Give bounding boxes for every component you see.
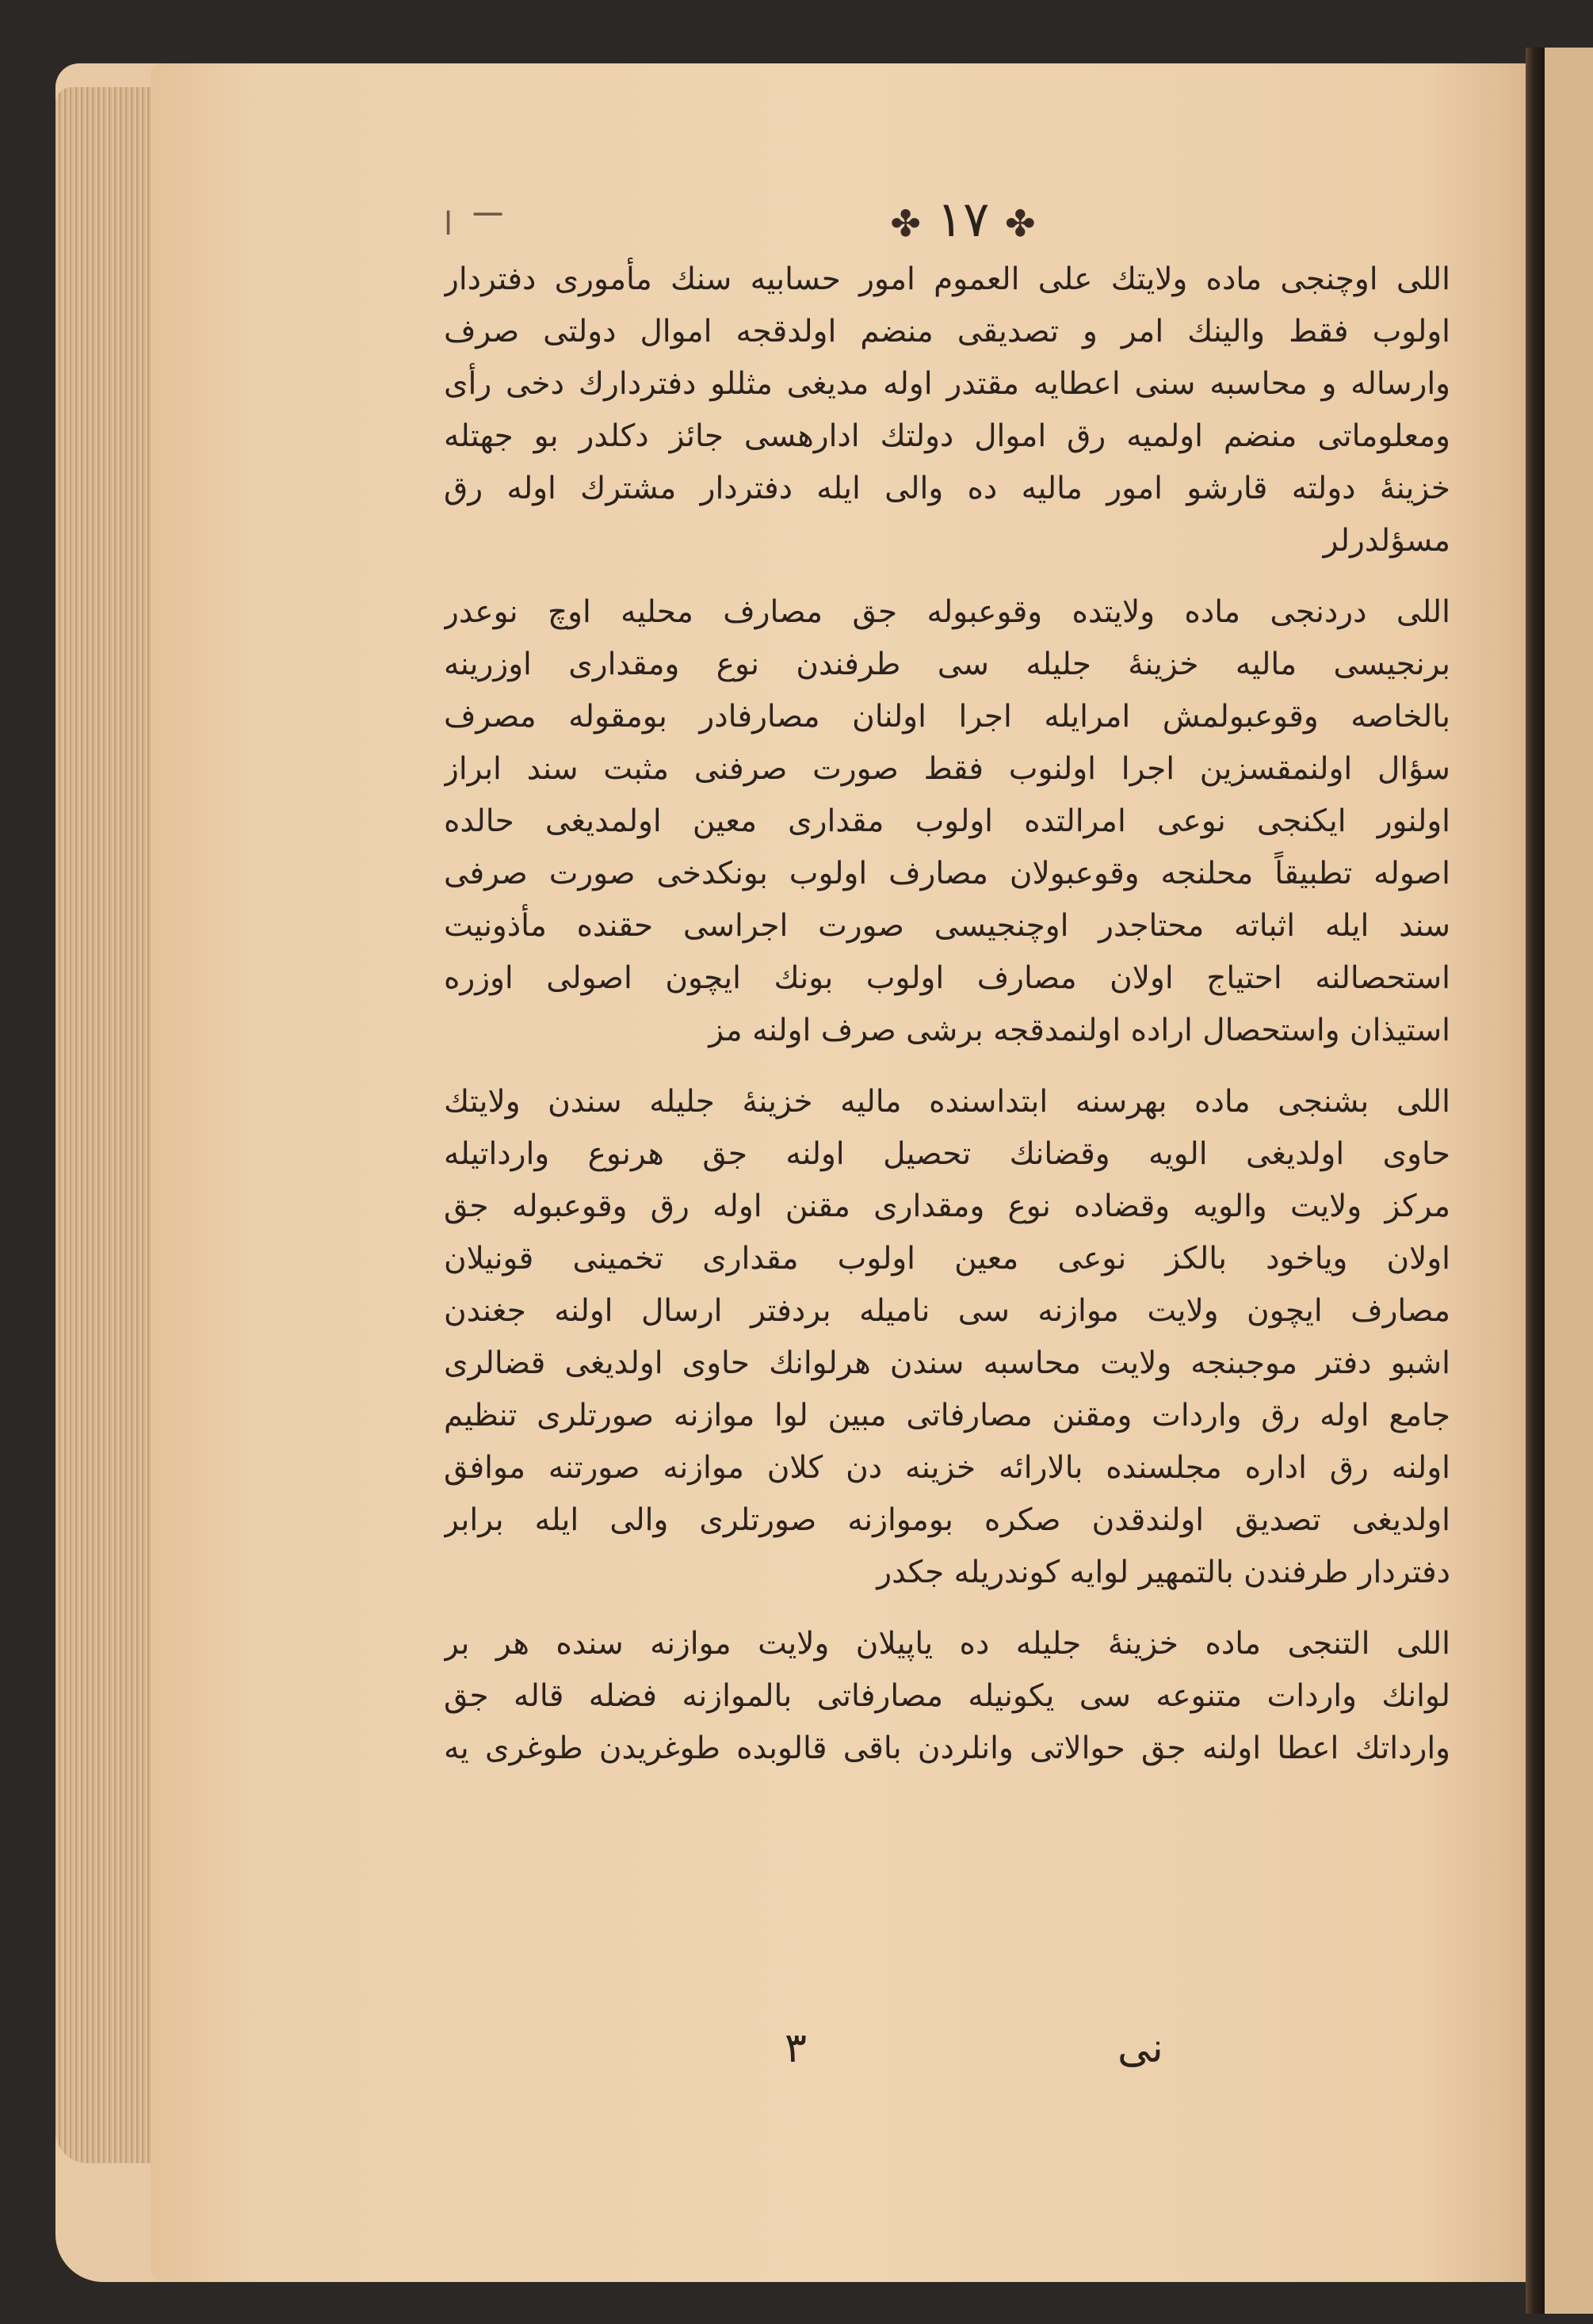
article-53 (444, 254, 1450, 567)
page-number (860, 190, 1066, 254)
body-text (444, 254, 1450, 1794)
book-gutter (1526, 48, 1545, 2314)
text-line: اولنه رق اداره مجلسنده بالارائه خزینه دن کلان موازنه صورتنه موافق (444, 1450, 1450, 1486)
text-line: اللی التنجی ماده خزینهٔ جلیله ده یاپیلان ولایت موازنه سنده هر بر (444, 1626, 1450, 1662)
article-56 (444, 1618, 1450, 1775)
text-line: سؤال اولنمقسزین اجرا اولنوب فقط صورت صرفنی مثبت سند ابراز (444, 751, 1450, 787)
text-line: وارداتك اعطا اولنه جق حوالاتی وانلردن باقی قالوبده طوغریدن طوغری یه (444, 1731, 1450, 1766)
text-line: ومعلوماتی منضم اولمیه رق اموال دولتك ادارهسی جائز دکلدر بو جهتله (444, 418, 1450, 454)
text-line: مصارف ایچون ولایت موازنه سی نامیله بردفتر ارسال اولنه جغندن (444, 1293, 1450, 1329)
text-line: حاوی اولدیغی الویه وقضانك تحصیل اولنه جق هرنوع وارداتیله (444, 1136, 1450, 1172)
margin-mark: ـــ (474, 187, 502, 223)
article-55 (444, 1076, 1450, 1599)
article-54 (444, 586, 1450, 1057)
text-line: سند ایله اثباته محتاجدر اوچنجیسی صورت اجراسی حقنده مأذونیت (444, 908, 1450, 944)
tick-mark: ا (444, 206, 453, 242)
text-line: اولوب فقط والینك امر و تصدیقی منضم اولدقجه اموال دولتی صرف (444, 314, 1450, 349)
text-line: مسؤلدرلر (1323, 523, 1450, 559)
text-line: استیذان واستحصال اراده اولنمدقجه برشی صرف اولنه مز (709, 1013, 1450, 1048)
ornament-right-icon: ✤ (1005, 202, 1036, 245)
text-line: اللی اوچنجی ماده ولایتك علی العموم امور حسابیه سنك مأموری دفتردار (444, 261, 1450, 297)
text-line: جامع اوله رق واردات ومقنن مصارفاتی مبین لوا موازنه صورتلری تنظیم (444, 1398, 1450, 1433)
text-line: اصوله تطبیقاً محلنجه وقوعبولان مصارف اولوب بونکدخی صورت صرفی (444, 856, 1450, 891)
text-line: برنجیسی مالیه خزینهٔ جلیله سی طرفندن نوع ومقداری اوزرینه (444, 647, 1450, 682)
text-line: اللی بشنجی ماده بهرسنه ابتداسنده مالیه خزینهٔ جلیله سندن ولایتك (444, 1084, 1450, 1120)
text-line: دفتردار طرفندن بالتمهیر لوایه کوندریله جکدر (877, 1555, 1450, 1590)
text-line: لوانك واردات متنوعه سی یکونیله مصارفاتی بالموازنه فضله قاله جق (444, 1678, 1450, 1714)
text-line: اللی دردنجی ماده ولایتده وقوعبوله جق مصارف محلیه اوچ نوعدر (444, 594, 1450, 630)
signature-mark-right: نی (1117, 2024, 1163, 2072)
text-line: اولان وياخود بالکز نوعی معین اولوب مقداری تخمینی قونیلان (444, 1241, 1450, 1276)
signature-mark-left: ٣ (785, 2024, 807, 2072)
text-line: خزینهٔ دولته قارشو امور مالیه ده والی ایله دفتردار مشترك اوله رق (444, 471, 1450, 506)
page-number-text: ١٧ (936, 190, 990, 248)
text-line: وارساله و محاسبه سنی اعطایه مقتدر اوله مدیغی مثللو دفتردارك دخی رأی (444, 366, 1450, 402)
facing-page-edge (1545, 48, 1593, 2314)
text-line: اشبو دفتر موجبنجه ولایت محاسبه سندن هرلوانك حاوی اولدیغی قضالری (444, 1345, 1450, 1381)
text-line: استحصالنه احتیاج اولان مصارف اولوب بونك ایچون اصولی اوزره (444, 960, 1450, 996)
text-line: بالخاصه وقوعبولمش امرایله اجرا اولنان مصارفادر بومقوله مصرف (444, 699, 1450, 735)
ornament-left-icon: ✤ (890, 202, 921, 245)
text-line: مرکز ولایت والویه وقضاده نوع ومقداری مقنن اوله رق وقوعبوله جق (444, 1189, 1450, 1224)
text-line: اولنور ایکنجی نوعی امرالتده اولوب مقداری معین اولمدیغی حالده (444, 803, 1450, 839)
text-line: اولدیغی تصدیق اولندقدن صکره بوموازنه صورتلری والی ایله برابر (444, 1502, 1450, 1538)
